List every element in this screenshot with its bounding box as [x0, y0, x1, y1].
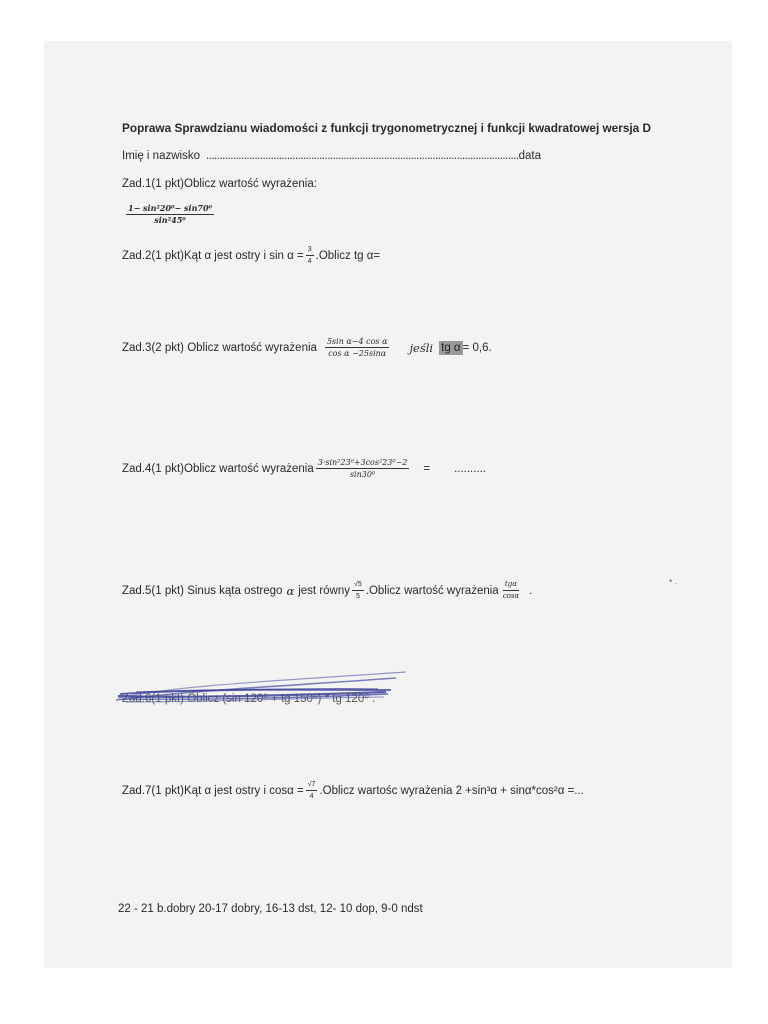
task-3-text-pre: Zad.3(2 pkt) Oblicz wartość wyrażenia: [122, 341, 317, 354]
task-2-fraction: [306, 244, 314, 267]
task-5-denominator-1: 5: [355, 593, 360, 600]
task-5-text-mid: jest równy: [298, 584, 351, 597]
task-7-fraction: [306, 779, 318, 802]
task-2: [122, 244, 380, 267]
task-3: [122, 336, 492, 359]
task-1-fraction: [126, 203, 214, 226]
task-4-numerator: 3·sin²23⁰+3cos²23⁰−2: [317, 458, 408, 467]
task-4: [122, 457, 486, 480]
name-label: Imię i nazwisko: [122, 150, 200, 162]
task-5-denominator-2: cosα: [502, 592, 520, 600]
pen-scribble-strikethrough: [116, 680, 426, 714]
task-1-denominator: sin²45⁰: [154, 215, 186, 225]
paper-sheet: [44, 41, 732, 968]
task-2-numerator: 3: [306, 244, 314, 256]
task-2-text-post: .Oblicz tg α=: [315, 249, 381, 262]
task-2-denominator: 4: [307, 258, 312, 265]
task-2-text-pre: Zad.2(1 pkt)Kąt α jest ostry i sin α =: [122, 249, 304, 262]
task-6-wrap: [122, 692, 375, 706]
task-6-text: Zad.6(1 pkt) Oblicz (sin 120⁰ + tg 150⁰) * tg 120⁰ .: [122, 693, 376, 705]
page-title: Poprawa Sprawdzianu wiadomości z funkcji trygonometrycznej i funkcji kwadratowej wersja D: [122, 121, 652, 135]
task-4-text-pre: Zad.4(1 pkt)Oblicz wartość wyrażenia: [122, 462, 314, 475]
task-3-fraction: [325, 336, 390, 359]
task-3-denominator: cos α −25sinα: [328, 349, 387, 358]
name-dots: ....................................................................................................................: [205, 150, 519, 162]
task-4-fraction: [316, 457, 410, 480]
task-7-numerator: √7: [306, 779, 318, 791]
task-7-text-pre: Zad.7(1 pkt)Kąt α jest ostry i cosα =: [122, 784, 304, 797]
task-4-equals: =: [423, 462, 431, 475]
name-line: [122, 149, 541, 163]
task-5-fraction-2: [501, 579, 521, 602]
task-5: [122, 579, 532, 602]
margin-mark: • .: [669, 576, 678, 586]
task-7: [122, 779, 584, 802]
task-5-end: .: [529, 584, 533, 597]
task-4-dots: ..........: [454, 462, 487, 475]
date-label: data: [518, 150, 541, 162]
task-3-if: jeśli: [409, 340, 434, 355]
task-5-text-pre: Zad.5(1 pkt) Sinus kąta ostrego: [122, 584, 283, 597]
task-4-denominator: sin30⁰: [349, 470, 376, 479]
grading-scale: 22 - 21 b.dobry 20-17 dobry, 16-13 dst, 12- 10 dop, 9-0 ndst: [118, 903, 423, 915]
task-1-label: Zad.1(1 pkt)Oblicz wartość wyrażenia:: [122, 178, 317, 190]
task-6-crossed-out: [122, 692, 375, 706]
task-3-numerator: 5sin α−4 cos α: [326, 337, 388, 346]
task-7-denominator: 4: [309, 793, 314, 800]
task-3-tg-highlight: tg α: [441, 341, 461, 354]
task-1-expression: [124, 203, 216, 226]
task-5-numerator-1: √5: [352, 579, 364, 591]
task-5-fraction-1: [352, 579, 364, 602]
task-5-alpha: α: [286, 583, 295, 598]
task-1-numerator: 1− sin²20⁰− sin70⁰: [128, 203, 213, 213]
task-5-text-post: .Oblicz wartość wyrażenia: [365, 584, 499, 597]
task-7-text-post: .Oblicz wartośc wyrażenia 2 +sin³α + sinα*cos²α =...: [319, 784, 584, 797]
task-5-numerator-2: tgα: [503, 579, 519, 591]
task-3-text-post: = 0,6.: [462, 341, 492, 354]
